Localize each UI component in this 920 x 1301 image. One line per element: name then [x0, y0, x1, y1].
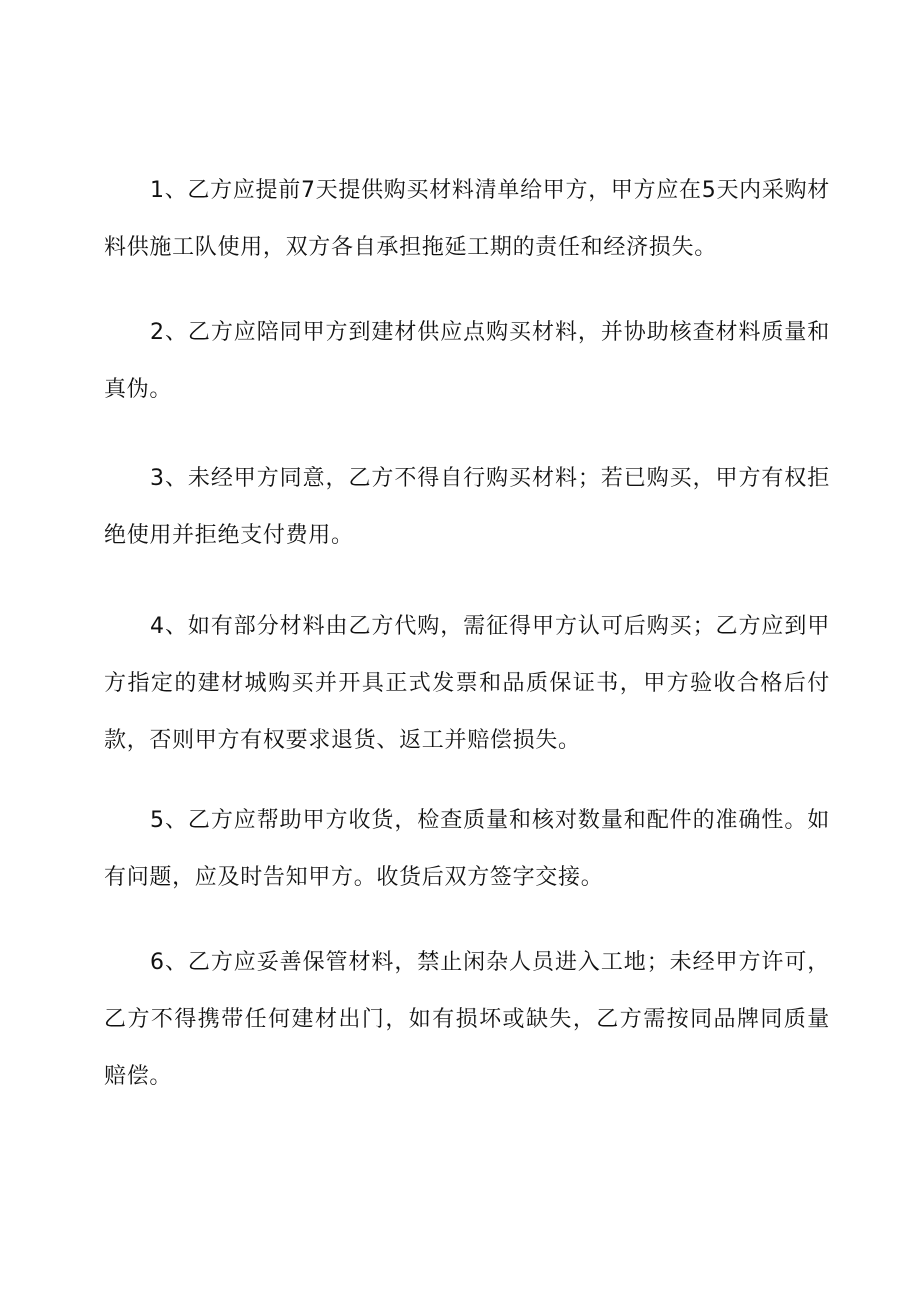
clause-5: 5、乙方应帮助甲方收货，检查质量和核对数量和配件的准确性。如有问题，应及时告知甲方。收货后双方签字交接。: [104, 808, 830, 890]
clause-4: 4、如有部分材料由乙方代购，需征得甲方认可后购买；乙方应到甲方指定的建材城购买并开具正式发票和品质保证书，甲方验收合格后付款，否则甲方有权要求退货、返工并赔偿损失。: [104, 614, 830, 753]
clause-2: 2、乙方应陪同甲方到建材供应点购买材料，并协助核查材料质量和真伪。: [104, 320, 830, 402]
clause-3: 3、未经甲方同意，乙方不得自行购买材料；若已购买，甲方有权拒绝使用并拒绝支付费用。: [104, 466, 830, 548]
clause-6: 6、乙方应妥善保管材料，禁止闲杂人员进入工地；未经甲方许可，乙方不得携带任何建材出门，如有损坏或缺失，乙方需按同品牌同质量赔偿。: [104, 950, 830, 1089]
clause-1: 1、乙方应提前7天提供购买材料清单给甲方，甲方应在5天内采购材料供施工队使用，双方各自承担拖延工期的责任和经济损失。: [104, 178, 830, 260]
